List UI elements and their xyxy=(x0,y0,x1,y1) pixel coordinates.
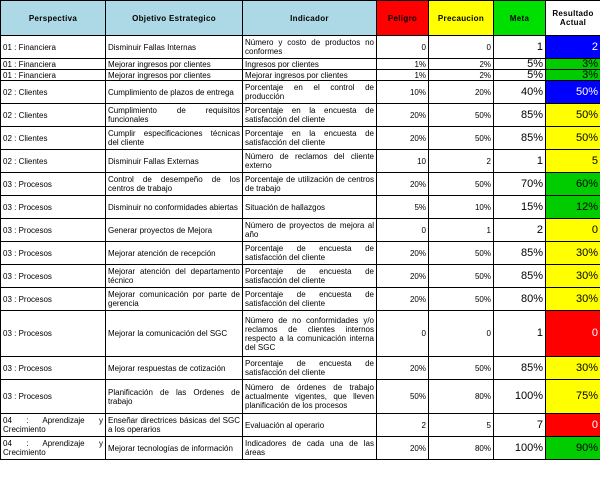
peligro-cell: 20% xyxy=(377,288,429,311)
meta-cell: 100% xyxy=(494,437,546,460)
peligro-cell: 0 xyxy=(377,311,429,357)
precaucion-cell: 50% xyxy=(429,357,494,380)
resultado-cell: 50% xyxy=(546,81,600,104)
perspectiva-cell: 01 : Financiera xyxy=(1,70,106,81)
objetivo-cell: Disminuir no conformidades abiertas xyxy=(106,196,243,219)
precaucion-cell: 0 xyxy=(429,36,494,59)
meta-cell: 5% xyxy=(494,70,546,81)
indicador-cell: Número de no conformidades y/o reclamos de clientes internos respecto a la comunicación interna del SGC xyxy=(243,311,377,357)
perspectiva-cell: 03 : Procesos xyxy=(1,380,106,414)
resultado-cell: 30% xyxy=(546,265,600,288)
meta-cell: 85% xyxy=(494,104,546,127)
indicador-cell: Evaluación al operario xyxy=(243,414,377,437)
precaucion-cell: 50% xyxy=(429,104,494,127)
meta-cell: 85% xyxy=(494,127,546,150)
perspectiva-cell: 03 : Procesos xyxy=(1,311,106,357)
perspectiva-cell: 03 : Procesos xyxy=(1,219,106,242)
peligro-cell: 20% xyxy=(377,265,429,288)
resultado-cell: 30% xyxy=(546,242,600,265)
indicador-cell: Número de proyectos de mejora al año xyxy=(243,219,377,242)
table-row xyxy=(1,196,600,219)
precaucion-cell: 20% xyxy=(429,81,494,104)
objetivo-cell: Disminuir Fallas Internas xyxy=(106,36,243,59)
resultado-cell: 2 xyxy=(546,36,600,59)
meta-cell: 100% xyxy=(494,380,546,414)
indicador-cell: Porcentaje de encuesta de satisfacción del cliente xyxy=(243,288,377,311)
resultado-cell: 12% xyxy=(546,196,600,219)
header-precaucion: Precaucion xyxy=(429,1,494,36)
precaucion-cell: 50% xyxy=(429,173,494,196)
perspectiva-cell: 02 : Clientes xyxy=(1,104,106,127)
peligro-cell: 50% xyxy=(377,380,429,414)
meta-cell: 85% xyxy=(494,357,546,380)
table-row xyxy=(1,36,600,59)
peligro-cell: 0 xyxy=(377,36,429,59)
table-row xyxy=(1,127,600,150)
objetivo-cell: Cumplimiento de plazos de entrega xyxy=(106,81,243,104)
meta-cell: 85% xyxy=(494,265,546,288)
meta-cell: 5% xyxy=(494,59,546,70)
indicador-cell: Porcentaje de encuesta de satisfacción del cliente xyxy=(243,357,377,380)
peligro-cell: 0 xyxy=(377,219,429,242)
table-row xyxy=(1,173,600,196)
table-row xyxy=(1,357,600,380)
perspectiva-cell: 03 : Procesos xyxy=(1,265,106,288)
precaucion-cell: 50% xyxy=(429,127,494,150)
meta-cell: 15% xyxy=(494,196,546,219)
precaucion-cell: 2% xyxy=(429,70,494,81)
table-row xyxy=(1,288,600,311)
objetivo-cell: Cumplimiento de requisitos funcionales xyxy=(106,104,243,127)
indicador-cell: Número y costo de productos no conformes xyxy=(243,36,377,59)
indicador-cell: Porcentaje en la encuesta de satisfacción del cliente xyxy=(243,127,377,150)
peligro-cell: 5% xyxy=(377,196,429,219)
indicador-cell: Ingresos por clientes xyxy=(243,59,377,70)
perspectiva-cell: 04 : Aprendizaje y Crecimiento xyxy=(1,437,106,460)
table-row xyxy=(1,414,600,437)
objetivo-cell: Mejorar atención de recepción xyxy=(106,242,243,265)
resultado-cell: 0 xyxy=(546,311,600,357)
indicador-cell: Porcentaje en la encuesta de satisfacción del cliente xyxy=(243,104,377,127)
meta-cell: 80% xyxy=(494,288,546,311)
perspectiva-cell: 04 : Aprendizaje y Crecimiento xyxy=(1,414,106,437)
indicador-cell: Número de órdenes de trabajo actualmente vigentes, que lleven planificación de los procesos xyxy=(243,380,377,414)
peligro-cell: 20% xyxy=(377,104,429,127)
precaucion-cell: 10% xyxy=(429,196,494,219)
perspectiva-cell: 02 : Clientes xyxy=(1,127,106,150)
perspectiva-cell: 03 : Procesos xyxy=(1,288,106,311)
precaucion-cell: 0 xyxy=(429,311,494,357)
table-row xyxy=(1,104,600,127)
table-body xyxy=(1,36,600,460)
precaucion-cell: 50% xyxy=(429,265,494,288)
header-resultado xyxy=(546,1,600,36)
meta-cell: 1 xyxy=(494,311,546,357)
indicador-cell: Porcentaje en el control de producción xyxy=(243,81,377,104)
resultado-cell: 3% xyxy=(546,59,600,70)
precaucion-cell: 50% xyxy=(429,242,494,265)
table-row xyxy=(1,70,600,81)
peligro-cell: 20% xyxy=(377,242,429,265)
header-row xyxy=(1,1,600,36)
table-row xyxy=(1,265,600,288)
objetivo-cell: Disminuir Fallas Externas xyxy=(106,150,243,173)
precaucion-cell: 50% xyxy=(429,288,494,311)
meta-cell: 1 xyxy=(494,150,546,173)
header-resultado-line2: Actual xyxy=(559,18,587,27)
perspectiva-cell: 03 : Procesos xyxy=(1,173,106,196)
peligro-cell: 1% xyxy=(377,59,429,70)
objetivo-cell: Mejorar respuestas de cotización xyxy=(106,357,243,380)
indicador-cell: Porcentaje de utilización de centros de trabajo xyxy=(243,173,377,196)
precaucion-cell: 2 xyxy=(429,150,494,173)
peligro-cell: 20% xyxy=(377,127,429,150)
table-row xyxy=(1,380,600,414)
header-resultado-line1: Resultado xyxy=(552,9,594,18)
resultado-cell: 5 xyxy=(546,150,600,173)
peligro-cell: 10 xyxy=(377,150,429,173)
table-row xyxy=(1,242,600,265)
indicador-cell: Porcentaje de encuesta de satisfacción del cliente xyxy=(243,242,377,265)
objetivo-cell: Mejorar la comunicación del SGC xyxy=(106,311,243,357)
header-indicador: Indicador xyxy=(243,1,377,36)
meta-cell: 7 xyxy=(494,414,546,437)
table-row xyxy=(1,311,600,357)
resultado-cell: 30% xyxy=(546,357,600,380)
perspectiva-cell: 03 : Procesos xyxy=(1,242,106,265)
indicador-cell: Situación de hallazgos xyxy=(243,196,377,219)
resultado-cell: 75% xyxy=(546,380,600,414)
perspectiva-cell: 02 : Clientes xyxy=(1,81,106,104)
indicador-cell: Número de reclamos del cliente externo xyxy=(243,150,377,173)
meta-cell: 2 xyxy=(494,219,546,242)
peligro-cell: 10% xyxy=(377,81,429,104)
resultado-cell: 3% xyxy=(546,70,600,81)
resultado-cell: 30% xyxy=(546,288,600,311)
indicador-cell: Indicadores de cada una de las áreas xyxy=(243,437,377,460)
perspectiva-cell: 01 : Financiera xyxy=(1,59,106,70)
table-row xyxy=(1,81,600,104)
objetivo-cell: Planificación de las Ordenes de trabajo xyxy=(106,380,243,414)
header-perspectiva: Perspectiva xyxy=(1,1,106,36)
meta-cell: 40% xyxy=(494,81,546,104)
objetivo-cell: Cumplir especificaciones técnicas del cliente xyxy=(106,127,243,150)
header-objetivo: Objetivo Estrategico xyxy=(106,1,243,36)
precaucion-cell: 5 xyxy=(429,414,494,437)
resultado-cell: 50% xyxy=(546,127,600,150)
resultado-cell: 0 xyxy=(546,414,600,437)
table-row xyxy=(1,59,600,70)
peligro-cell: 20% xyxy=(377,173,429,196)
perspectiva-cell: 03 : Procesos xyxy=(1,196,106,219)
header-peligro: Peligro xyxy=(377,1,429,36)
objetivo-cell: Mejorar tecnologías de información xyxy=(106,437,243,460)
peligro-cell: 1% xyxy=(377,70,429,81)
perspectiva-cell: 01 : Financiera xyxy=(1,36,106,59)
peligro-cell: 20% xyxy=(377,437,429,460)
precaucion-cell: 80% xyxy=(429,380,494,414)
precaucion-cell: 80% xyxy=(429,437,494,460)
table-row xyxy=(1,437,600,460)
meta-cell: 1 xyxy=(494,36,546,59)
table-row xyxy=(1,219,600,242)
objetivo-cell: Mejorar comunicación por parte de gerencia xyxy=(106,288,243,311)
objetivo-cell: Control de desempeño de los centros de trabajo xyxy=(106,173,243,196)
peligro-cell: 2 xyxy=(377,414,429,437)
resultado-cell: 0 xyxy=(546,219,600,242)
objetivo-cell: Mejorar atención del departamento técnico xyxy=(106,265,243,288)
indicador-cell: Mejorar ingresos por clientes xyxy=(243,70,377,81)
objetivo-cell: Generar proyectos de Mejora xyxy=(106,219,243,242)
perspectiva-cell: 02 : Clientes xyxy=(1,150,106,173)
perspectiva-cell: 03 : Procesos xyxy=(1,357,106,380)
precaucion-cell: 1 xyxy=(429,219,494,242)
objetivo-cell: Mejorar ingresos por clientes xyxy=(106,59,243,70)
objetivo-cell: Enseñar directrices básicas del SGC a los operarios xyxy=(106,414,243,437)
peligro-cell: 20% xyxy=(377,357,429,380)
precaucion-cell: 2% xyxy=(429,59,494,70)
resultado-cell: 90% xyxy=(546,437,600,460)
table-row xyxy=(1,150,600,173)
meta-cell: 70% xyxy=(494,173,546,196)
resultado-cell: 50% xyxy=(546,104,600,127)
indicador-cell: Porcentaje de encuesta de satisfacción del cliente xyxy=(243,265,377,288)
resultado-cell: 60% xyxy=(546,173,600,196)
objetivo-cell: Mejorar ingresos por clientes xyxy=(106,70,243,81)
meta-cell: 85% xyxy=(494,242,546,265)
header-meta: Meta xyxy=(494,1,546,36)
